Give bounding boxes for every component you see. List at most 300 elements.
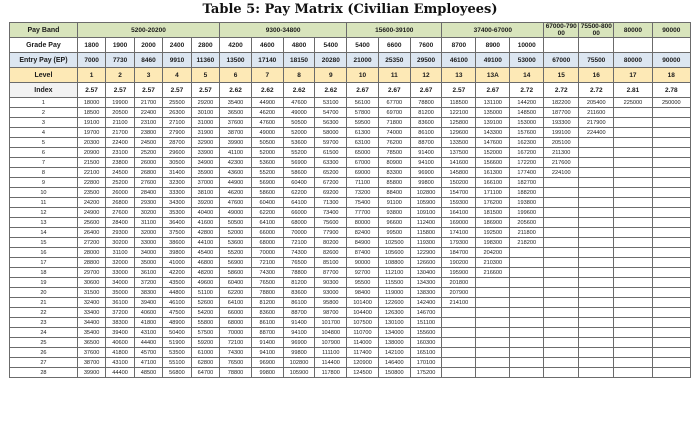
level-cell: 8	[283, 68, 315, 83]
row-number-cell: 23	[10, 318, 78, 328]
grade-pay-cell	[652, 38, 690, 53]
pay-cell: 210300	[476, 258, 510, 268]
pay-cell: 122600	[378, 298, 410, 308]
pay-cell	[510, 298, 544, 308]
entry-pay-cell: 53000	[510, 53, 544, 68]
pay-cell: 35300	[163, 208, 191, 218]
table-row	[10, 118, 691, 128]
pay-cell: 204200	[476, 248, 510, 258]
pay-cell: 148500	[510, 108, 544, 118]
pay-cell: 36100	[134, 268, 162, 278]
pay-cell: 29700	[77, 268, 105, 278]
pay-cell	[652, 128, 690, 138]
pay-cell	[579, 228, 614, 238]
pay-cell: 18000	[77, 98, 105, 108]
row-number-cell: 25	[10, 338, 78, 348]
grade-pay-cell: 7600	[410, 38, 442, 53]
pay-cell	[442, 348, 476, 358]
pay-cell: 78800	[251, 288, 283, 298]
pay-cell: 58600	[251, 188, 283, 198]
pay-cell: 193800	[510, 198, 544, 208]
grade-pay-cell: 4600	[251, 38, 283, 53]
pay-cell: 199100	[544, 128, 579, 138]
pay-cell	[579, 148, 614, 158]
pay-cell: 82600	[315, 248, 347, 258]
pay-cell	[652, 118, 690, 128]
pay-cell: 36500	[220, 108, 252, 118]
pay-cell: 105900	[410, 198, 442, 208]
entry-pay-row	[10, 53, 691, 68]
pay-cell: 56800	[163, 368, 191, 378]
pay-cell	[614, 338, 652, 348]
grade-pay-row	[10, 38, 691, 53]
pay-cell: 30200	[106, 238, 134, 248]
pay-cell: 19900	[106, 98, 134, 108]
index-cell: 2.57	[134, 83, 162, 98]
pay-cell	[442, 358, 476, 368]
pay-cell	[510, 368, 544, 378]
pay-cell: 156600	[476, 158, 510, 168]
pay-cell	[652, 248, 690, 258]
level-cell: 7	[251, 68, 283, 83]
pay-cell: 74300	[251, 268, 283, 278]
pay-cell: 23500	[77, 188, 105, 198]
pay-cell: 133500	[442, 138, 476, 148]
pay-cell	[544, 368, 579, 378]
table-row	[10, 128, 691, 138]
pay-cell	[614, 158, 652, 168]
pay-cell: 69200	[315, 188, 347, 198]
pay-cell: 64100	[283, 198, 315, 208]
pay-cell: 154700	[442, 188, 476, 198]
pay-cell: 31400	[163, 168, 191, 178]
level-cell: 9	[315, 68, 347, 83]
pay-cell: 35900	[191, 168, 219, 178]
pay-cell: 29200	[191, 98, 219, 108]
pay-cell: 61000	[191, 348, 219, 358]
pay-cell: 78800	[220, 368, 252, 378]
table-row	[10, 198, 691, 208]
pay-cell: 50500	[251, 138, 283, 148]
pay-cell	[652, 308, 690, 318]
pay-cell: 57500	[191, 328, 219, 338]
pay-cell: 91400	[410, 148, 442, 158]
table-row	[10, 178, 691, 188]
pay-cell: 117800	[315, 368, 347, 378]
pay-cell: 54700	[315, 108, 347, 118]
pay-cell	[614, 318, 652, 328]
pay-cell	[614, 188, 652, 198]
pay-cell	[544, 208, 579, 218]
pay-cell: 51900	[163, 338, 191, 348]
pay-cell: 27600	[106, 208, 134, 218]
pay-cell: 131100	[476, 98, 510, 108]
pay-cell: 102800	[283, 358, 315, 368]
table-row	[10, 278, 691, 288]
pay-band-cell: 80000	[614, 23, 652, 38]
table-row	[10, 238, 691, 248]
pay-cell: 78500	[378, 148, 410, 158]
row-number-cell: 1	[10, 98, 78, 108]
pay-cell	[652, 258, 690, 268]
pay-cell: 23100	[106, 148, 134, 158]
pay-cell: 53600	[220, 238, 252, 248]
pay-cell: 33900	[191, 148, 219, 158]
pay-cell: 55200	[220, 248, 252, 258]
pay-cell: 34000	[134, 248, 162, 258]
pay-cell: 102500	[378, 238, 410, 248]
pay-cell: 199600	[510, 208, 544, 218]
pay-cell: 141600	[442, 158, 476, 168]
pay-cell	[544, 178, 579, 188]
pay-cell	[652, 238, 690, 248]
row-number-cell: 16	[10, 248, 78, 258]
pay-cell: 205400	[579, 98, 614, 108]
index-cell: 2.78	[652, 83, 690, 98]
pay-cell: 64700	[191, 368, 219, 378]
pay-cell: 147600	[476, 138, 510, 148]
pay-cell: 85100	[315, 258, 347, 268]
pay-cell: 101400	[347, 298, 379, 308]
pay-cell: 150800	[378, 368, 410, 378]
pay-cell: 99800	[410, 178, 442, 188]
pay-cell: 26800	[106, 198, 134, 208]
pay-cell: 42800	[191, 228, 219, 238]
pay-cell: 134000	[378, 328, 410, 338]
pay-cell: 70000	[251, 248, 283, 258]
pay-cell: 26000	[134, 158, 162, 168]
level-cell: 3	[134, 68, 162, 83]
pay-cell: 129600	[442, 128, 476, 138]
pay-cell: 45700	[134, 348, 162, 358]
level-cell: 14	[510, 68, 544, 83]
pay-cell: 64100	[251, 218, 283, 228]
index-cell: 2.62	[220, 83, 252, 98]
pay-cell: 211300	[544, 148, 579, 158]
pay-cell: 55200	[251, 168, 283, 178]
pay-cell: 95800	[315, 298, 347, 308]
pay-cell	[652, 198, 690, 208]
pay-cell: 44100	[191, 238, 219, 248]
pay-cell: 47600	[283, 98, 315, 108]
pay-cell	[544, 218, 579, 228]
row-number-cell: 17	[10, 258, 78, 268]
pay-cell	[476, 328, 510, 338]
pay-cell: 90000	[347, 258, 379, 268]
table-row	[10, 148, 691, 158]
pay-cell	[652, 188, 690, 198]
pay-cell: 144200	[510, 98, 544, 108]
pay-cell: 32300	[163, 178, 191, 188]
pay-cell	[652, 138, 690, 148]
pay-cell: 49000	[283, 108, 315, 118]
index-cell: 2.62	[251, 83, 283, 98]
pay-cell: 190200	[442, 258, 476, 268]
table-row	[10, 188, 691, 198]
pay-cell	[579, 218, 614, 228]
pay-cell: 66000	[220, 308, 252, 318]
pay-cell: 32000	[134, 228, 162, 238]
pay-cell: 36100	[106, 298, 134, 308]
pay-cell	[614, 268, 652, 278]
pay-cell: 43500	[163, 278, 191, 288]
pay-cell: 24900	[77, 208, 105, 218]
pay-cell: 35400	[77, 328, 105, 338]
pay-cell	[652, 208, 690, 218]
entry-pay-cell: 21000	[347, 53, 379, 68]
pay-cell: 87400	[347, 248, 379, 258]
pay-cell: 122100	[442, 108, 476, 118]
pay-cell: 65000	[347, 148, 379, 158]
pay-cell	[510, 348, 544, 358]
pay-cell: 31100	[106, 248, 134, 258]
pay-cell: 105900	[283, 368, 315, 378]
index-cell: 2.57	[442, 83, 476, 98]
pay-cell: 88400	[378, 188, 410, 198]
pay-cell: 31900	[191, 128, 219, 138]
pay-cell: 39900	[77, 368, 105, 378]
pay-cell: 26800	[134, 168, 162, 178]
pay-cell: 94100	[410, 158, 442, 168]
pay-cell: 44900	[251, 98, 283, 108]
pay-cell: 22400	[134, 108, 162, 118]
row-number-cell: 6	[10, 148, 78, 158]
entry-pay-cell: 18150	[283, 53, 315, 68]
index-cell: 2.57	[77, 83, 105, 98]
pay-cell: 27100	[163, 118, 191, 128]
entry-pay-cell: 8460	[134, 53, 162, 68]
pay-cell: 46200	[251, 108, 283, 118]
pay-cell: 142400	[410, 298, 442, 308]
table-row	[10, 358, 691, 368]
pay-cell: 33000	[134, 238, 162, 248]
pay-cell: 102800	[410, 188, 442, 198]
pay-cell	[510, 318, 544, 328]
pay-cell: 47600	[220, 198, 252, 208]
pay-cell: 75400	[347, 198, 379, 208]
pay-cell: 187700	[544, 108, 579, 118]
pay-cell: 205100	[544, 138, 579, 148]
table-row	[10, 268, 691, 278]
pay-cell: 82400	[347, 228, 379, 238]
index-cell: 2.72	[544, 83, 579, 98]
pay-cell: 47100	[134, 358, 162, 368]
pay-cell: 38700	[220, 128, 252, 138]
pay-cell	[544, 298, 579, 308]
pay-cell	[652, 338, 690, 348]
level-cell: 11	[378, 68, 410, 83]
pay-cell: 38100	[191, 188, 219, 198]
row-number-cell: 10	[10, 188, 78, 198]
pay-cell	[544, 358, 579, 368]
pay-cell	[614, 128, 652, 138]
pay-cell: 169000	[442, 218, 476, 228]
pay-cell	[579, 328, 614, 338]
level-cell: 18	[652, 68, 690, 83]
pay-cell: 53100	[315, 98, 347, 108]
pay-cell: 198300	[476, 238, 510, 248]
pay-cell: 73200	[347, 188, 379, 198]
pay-cell	[544, 198, 579, 208]
pay-cell: 166100	[476, 178, 510, 188]
pay-cell	[652, 158, 690, 168]
pay-cell: 181500	[476, 208, 510, 218]
pay-cell: 122900	[410, 248, 442, 258]
pay-cell: 35400	[220, 98, 252, 108]
pay-cell	[614, 278, 652, 288]
pay-cell: 55100	[163, 358, 191, 368]
row-number-cell: 12	[10, 208, 78, 218]
pay-cell: 80200	[315, 238, 347, 248]
pay-cell: 19700	[77, 128, 105, 138]
pay-cell: 38700	[77, 358, 105, 368]
pay-cell: 135000	[476, 108, 510, 118]
pay-cell: 146400	[378, 358, 410, 368]
pay-cell: 205600	[510, 218, 544, 228]
pay-cell: 50400	[163, 328, 191, 338]
entry-pay-cell: 67000	[544, 53, 579, 68]
pay-cell	[614, 358, 652, 368]
pay-cell: 67700	[378, 98, 410, 108]
pay-cell: 49000	[251, 128, 283, 138]
pay-cell: 130100	[378, 318, 410, 328]
level-cell: 12	[410, 68, 442, 83]
pay-cell	[476, 288, 510, 298]
row-number-cell: 20	[10, 288, 78, 298]
pay-cell: 76500	[251, 278, 283, 288]
pay-cell: 41800	[106, 348, 134, 358]
pay-cell: 55200	[283, 148, 315, 158]
pay-cell: 38300	[106, 318, 134, 328]
pay-cell: 58600	[220, 268, 252, 278]
pay-cell: 91400	[283, 318, 315, 328]
pay-cell	[544, 258, 579, 268]
pay-cell: 29300	[134, 198, 162, 208]
pay-cell: 48900	[163, 318, 191, 328]
table-row	[10, 288, 691, 298]
pay-cell: 87700	[315, 268, 347, 278]
pay-cell	[579, 348, 614, 358]
pay-cell	[614, 368, 652, 378]
pay-cell: 50500	[220, 218, 252, 228]
pay-cell: 26400	[77, 228, 105, 238]
pay-cell: 25600	[77, 218, 105, 228]
pay-cell	[544, 308, 579, 318]
pay-cell: 88700	[410, 138, 442, 148]
pay-cell: 137500	[442, 148, 476, 158]
pay-cell: 24500	[134, 138, 162, 148]
pay-cell: 211800	[510, 228, 544, 238]
pay-cell: 139100	[476, 118, 510, 128]
level-cell: 6	[220, 68, 252, 83]
grade-pay-cell: 2000	[134, 38, 162, 53]
pay-cell: 68000	[283, 218, 315, 228]
pay-cell	[579, 168, 614, 178]
pay-cell: 91100	[378, 198, 410, 208]
pay-cell: 125800	[442, 118, 476, 128]
pay-cell: 217900	[579, 118, 614, 128]
pay-cell: 49600	[191, 278, 219, 288]
row-number-cell: 21	[10, 298, 78, 308]
pay-cell	[652, 178, 690, 188]
pay-cell: 182700	[510, 178, 544, 188]
pay-cell: 99500	[378, 228, 410, 238]
pay-cell: 152000	[476, 148, 510, 158]
pay-cell: 81200	[410, 108, 442, 118]
pay-cell: 134300	[410, 278, 442, 288]
pay-cell	[510, 268, 544, 278]
pay-cell	[652, 358, 690, 368]
level-cell: 17	[614, 68, 652, 83]
pay-cell	[510, 338, 544, 348]
pay-cell	[510, 358, 544, 368]
entry-pay-cell: 75500	[579, 53, 614, 68]
pay-cell: 43100	[134, 328, 162, 338]
pay-cell: 176200	[476, 198, 510, 208]
pay-cell: 51100	[191, 288, 219, 298]
index-cell: 2.62	[315, 83, 347, 98]
pay-cell	[652, 108, 690, 118]
page-title: Table 5: Pay Matrix (Civilian Employees)	[202, 2, 498, 17]
pay-cell: 96900	[251, 358, 283, 368]
grade-pay-cell: 5400	[315, 38, 347, 53]
pay-cell	[579, 188, 614, 198]
table-row	[10, 168, 691, 178]
pay-cell: 24500	[106, 168, 134, 178]
pay-cell: 211600	[579, 108, 614, 118]
pay-cell: 37000	[191, 178, 219, 188]
pay-cell: 48500	[134, 368, 162, 378]
pay-cell	[614, 288, 652, 298]
grade-pay-cell: 5400	[347, 38, 379, 53]
pay-cell	[579, 298, 614, 308]
entry-pay-cell: 25350	[378, 53, 410, 68]
pay-cell: 72100	[283, 238, 315, 248]
pay-cell	[652, 318, 690, 328]
pay-cell: 62200	[220, 288, 252, 298]
pay-cell: 75600	[315, 218, 347, 228]
level-cell: 16	[579, 68, 614, 83]
pay-cell	[614, 138, 652, 148]
pay-cell: 153000	[510, 118, 544, 128]
pay-cell: 83300	[378, 168, 410, 178]
pay-cell: 41100	[220, 148, 252, 158]
table-row	[10, 98, 691, 108]
pay-cell	[579, 338, 614, 348]
pay-cell: 58000	[315, 128, 347, 138]
pay-cell: 28400	[106, 218, 134, 228]
pay-cell: 74300	[220, 348, 252, 358]
level-row	[10, 68, 691, 83]
pay-cell	[614, 218, 652, 228]
pay-cell	[476, 338, 510, 348]
pay-cell: 184700	[442, 248, 476, 258]
pay-cell: 81200	[283, 278, 315, 288]
pay-cell	[652, 228, 690, 238]
pay-cell: 28400	[134, 188, 162, 198]
grade-pay-cell: 4800	[283, 38, 315, 53]
pay-cell: 37600	[220, 118, 252, 128]
pay-cell: 145800	[442, 168, 476, 178]
row-number-cell: 18	[10, 268, 78, 278]
pay-cell: 39800	[163, 248, 191, 258]
table-row	[10, 228, 691, 238]
pay-cell: 104400	[347, 308, 379, 318]
level-cell: 15	[544, 68, 579, 83]
pay-cell: 108800	[378, 258, 410, 268]
pay-cell: 86100	[283, 298, 315, 308]
pay-cell	[652, 328, 690, 338]
